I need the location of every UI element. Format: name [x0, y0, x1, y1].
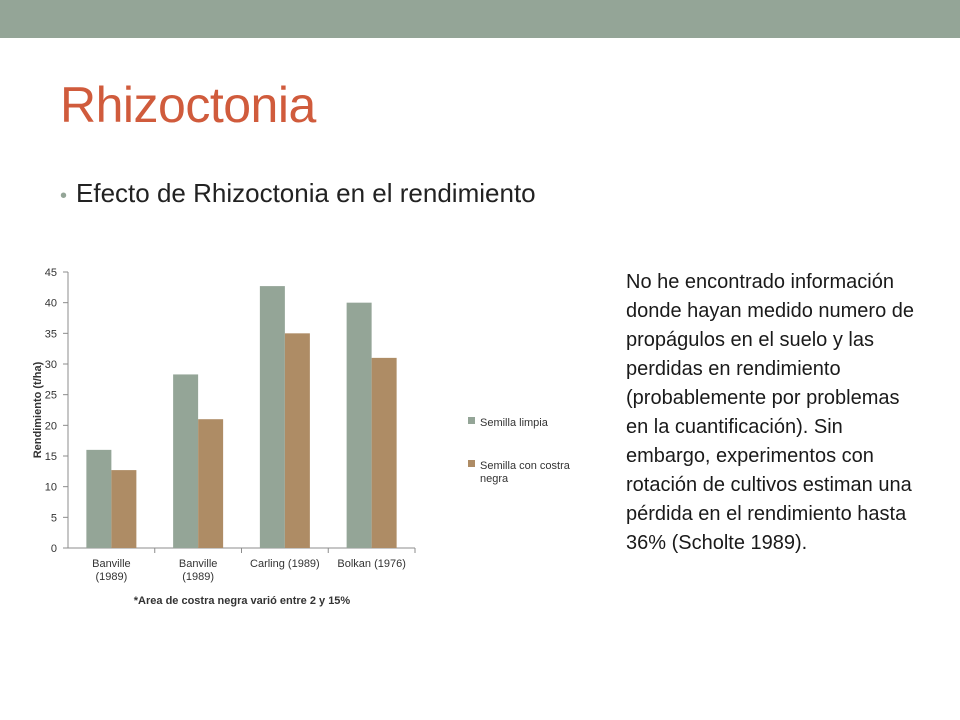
legend-label: Semilla con costra — [480, 460, 570, 472]
slide-title: Rhizoctonia — [60, 77, 316, 133]
y-tick-label: 30 — [44, 359, 57, 371]
side-text: No he encontrado información donde hayan medido numero de propágulos en el suelo y las perdidas en rendimiento (probablemente por problemas en la cuantificación). Sin embargo, experimentos con rotación de cultivos estiman una pérdida en el rendimiento hasta 36% (Scholte 1989). — [626, 271, 914, 554]
bar — [347, 303, 372, 548]
bar-chart — [0, 250, 610, 620]
x-tick-label: (1989) — [182, 571, 215, 583]
y-tick-label: 15 — [44, 451, 57, 463]
x-tick-label: Bolkan (1976) — [337, 558, 406, 570]
legend-swatch — [468, 460, 475, 467]
x-tick-label: Banville — [178, 558, 218, 570]
x-tick-label: Carling (1989) — [250, 558, 320, 570]
top-accent-bar — [0, 0, 960, 38]
legend-label: Semilla limpia — [480, 417, 548, 429]
y-tick-label: 25 — [44, 389, 57, 402]
bullet-item — [60, 178, 536, 209]
bullet-dot-icon: • — [60, 185, 68, 207]
bar — [198, 419, 223, 548]
y-tick-label: 0 — [50, 543, 57, 555]
bar — [372, 358, 397, 548]
chart-annotation: *Area de costra negra varió entre 2 y 15% — [133, 595, 351, 607]
legend-label: negra — [480, 473, 509, 485]
x-tick-label: (1989) — [95, 571, 128, 583]
bar — [111, 470, 136, 548]
y-tick-label: 35 — [44, 328, 57, 341]
bullet-text: Efecto de Rhizoctonia en el rendimiento — [76, 178, 536, 208]
y-tick-label: 10 — [44, 481, 57, 494]
x-tick-label: Banville — [92, 558, 131, 570]
y-tick-label: 40 — [44, 297, 57, 310]
y-tick-label: 45 — [44, 267, 57, 279]
y-tick-label: 5 — [50, 512, 57, 525]
bar — [285, 333, 310, 548]
bar — [173, 374, 198, 548]
legend-swatch — [468, 417, 475, 424]
bar — [260, 286, 285, 548]
bar — [86, 450, 111, 548]
y-axis-title: Rendimiento (t/ha) — [32, 361, 44, 459]
y-tick-label: 20 — [44, 420, 57, 433]
